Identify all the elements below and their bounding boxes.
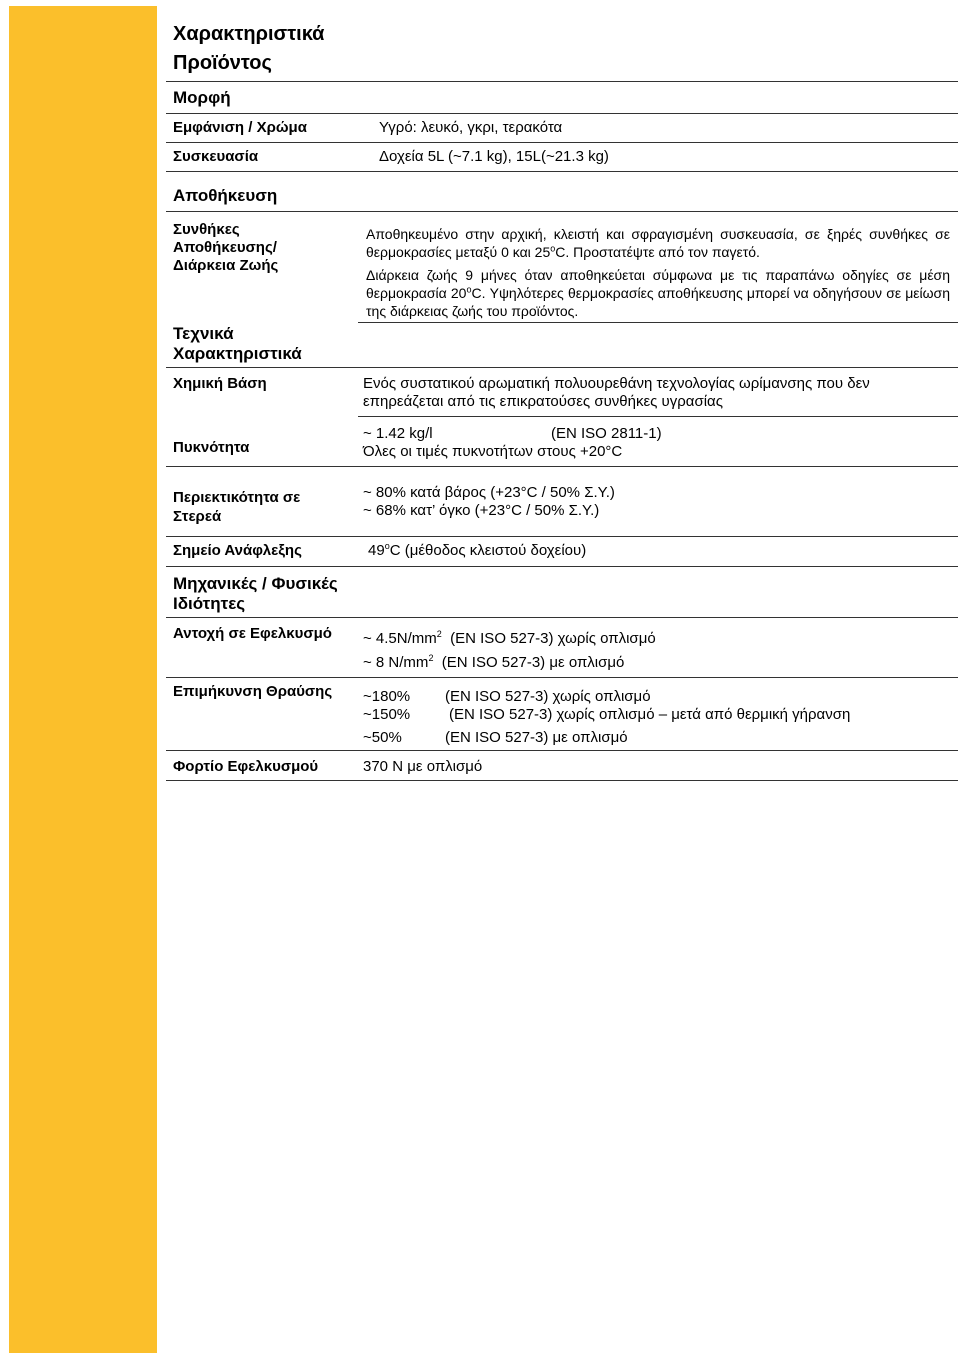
section-title-product-line2: Προϊόντος (173, 52, 272, 74)
elongation-value-1: ~180% (363, 688, 411, 705)
divider (166, 566, 958, 567)
chemical-base-line2: επηρεάζεται από τις επικρατούσες συνθήκες υγρασίας (363, 393, 723, 410)
technical-heading-line1: Τεχνικά (173, 324, 234, 343)
divider (166, 211, 958, 212)
shelf-life-label-line1: Συνθήκες (173, 221, 240, 238)
density-standard: (EN ISO 2811-1) (551, 425, 662, 442)
divider (166, 617, 958, 618)
divider (166, 142, 958, 143)
tensile-strength-line1: ~ $4.5N/mm^2$ (EN ISO 527-3) χωρίς οπλισμό (363, 629, 656, 647)
divider (166, 81, 958, 82)
divider (166, 367, 958, 368)
section-title-product-line1: Χαρακτηριστικά (173, 23, 325, 45)
appearance-label: Εμφάνιση / Χρώμα (173, 119, 307, 136)
divider (166, 536, 958, 537)
packaging-value: Δοχεία 5L (~7.1 kg), 15L(~21.3 kg) (379, 148, 609, 165)
chemical-base-line1: Ενός συστατικού αρωματική πολυουρεθάνη τεχνολογίας ωρίμανσης που δεν (363, 375, 870, 392)
shelf-life-label-line2: Αποθήκευσης/ (173, 239, 277, 256)
tensile-strength-label: Αντοχή σε Εφελκυσμό (173, 625, 332, 642)
tensile-load-value: 370 N με οπλισμό (363, 758, 483, 775)
chemical-base-label: Χημική Βάση (173, 375, 267, 392)
solids-line2: ~ 68% κατ’ όγκο (+23°C / 50% Σ.Υ.) (363, 502, 600, 519)
shelf-life-text: Διάρκεια ζωής 9 μήνες όταν αποθηκεύεται σύμφωνα με τις παραπάνω οδηγίες σε μέση θερμοκρασία $20^oC$. Υψηλότερες θερμοκρασίες αποθήκευσης μπορεί να οδηγήσουν σε μείωση της διάρκειας ζωής του προϊόντος. (366, 267, 950, 319)
technical-heading-line2: Χαρακτηριστικά (173, 344, 302, 363)
elongation-label: Επιμήκυνση Θραύσης (173, 683, 333, 700)
solids-line1: ~ 80% κατά βάρος (+23°C / 50% Σ.Υ.) (363, 484, 615, 501)
density-note: Όλες οι τιμές πυκνοτήτων στους +20°C (363, 443, 623, 460)
divider (166, 750, 958, 751)
packaging-label: Συσκευασία (173, 148, 259, 165)
divider (166, 113, 958, 114)
density-value: ~ 1.42 kg/l (363, 425, 433, 442)
form-heading: Μορφή (173, 88, 231, 107)
elongation-text-2: (EN ISO 527-3) χωρίς οπλισμό – μετά από θερμική γήρανση (449, 706, 851, 723)
elongation-value-3: ~50% (363, 729, 402, 746)
divider (166, 677, 958, 678)
shelf-life-label-line3: Διάρκεια Ζωής (173, 257, 279, 274)
density-label: Πυκνότητα (173, 439, 250, 456)
divider (166, 466, 958, 467)
elongation-value-2: ~150% (363, 706, 411, 723)
mechanical-heading-line1: Μηχανικές / Φυσικές (173, 574, 338, 593)
divider (166, 780, 958, 781)
elongation-text-3: (EN ISO 527-3) με οπλισμό (445, 729, 628, 746)
tensile-load-label: Φορτίο Εφελκυσμού (173, 758, 319, 775)
tensile-strength-line2: ~ 8 $N/mm^2$ (EN ISO 527-3) με οπλισμό (363, 653, 625, 671)
storage-heading: Αποθήκευση (173, 186, 278, 205)
sidebar-color-band (9, 6, 157, 1353)
flash-point-value: $49^oC$ (μέθοδος κλειστού δοχείου) (368, 541, 587, 559)
divider (358, 322, 958, 323)
divider (166, 171, 958, 172)
appearance-value: Υγρό: λευκό, γκρι, τερακότα (379, 119, 563, 136)
divider (358, 416, 958, 417)
mechanical-heading-line2: Ιδιότητες (173, 594, 246, 613)
elongation-text-1: (EN ISO 527-3) χωρίς οπλισμό (445, 688, 651, 705)
flash-point-label: Σημείο Ανάφλεξης (173, 542, 302, 559)
solids-label-line1: Περιεκτικότητα σε (173, 489, 301, 506)
storage-conditions-text: Αποθηκευμένο στην αρχική, κλειστή και σφραγισμένη συσκευασία, σε ξηρές συνθήκες σε θερμοκρασίες μεταξύ 0 και $25^oC$. Προστατέψτε από τον παγετό. (366, 226, 950, 260)
solids-label-line2: Στερεά (173, 508, 222, 525)
